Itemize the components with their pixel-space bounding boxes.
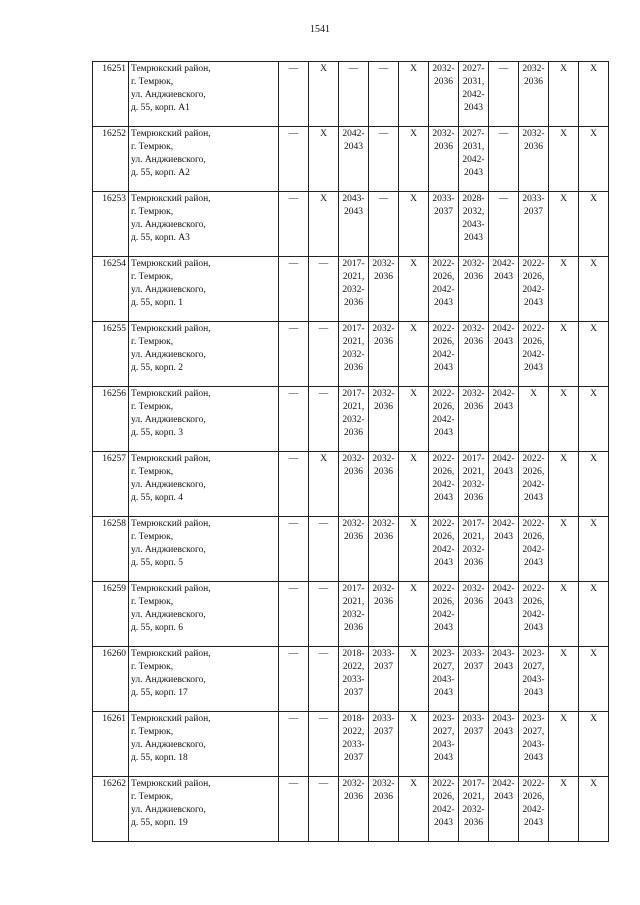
period-cell: — [279,387,309,452]
period-cell: — [309,712,339,777]
period-cell: 2043- 2043 [489,647,519,712]
period-cell: 2022- 2026, 2042- 2043 [519,777,549,842]
period-cell: X [579,777,609,842]
period-cell: 2022- 2026, 2042- 2043 [429,777,459,842]
table-row [93,517,609,582]
period-cell: 2032- 2036 [369,777,399,842]
period-cell: X [579,322,609,387]
period-cell: 2018- 2022, 2033- 2037 [339,712,369,777]
period-cell: 2022- 2026, 2042- 2043 [519,257,549,322]
period-cell: 2033- 2037 [429,192,459,257]
period-cell: 2018- 2022, 2033- 2037 [339,647,369,712]
period-cell: 2017- 2021, 2032- 2036 [339,257,369,322]
period-cell: — [489,62,519,127]
period-cell: 2023- 2027, 2043- 2043 [429,647,459,712]
period-cell: X [399,257,429,322]
period-cell: X [399,192,429,257]
table-row [93,387,609,452]
period-cell: — [309,582,339,647]
row-number: 16261 [93,712,129,777]
period-cell: X [309,452,339,517]
row-number: 16258 [93,517,129,582]
period-cell: 2022- 2026, 2042- 2043 [429,387,459,452]
period-cell: X [309,62,339,127]
address-cell: Темрюкский район, г. Темрюк, ул. Анджиевского, д. 55, корп. 17 [129,647,279,712]
period-cell: X [399,777,429,842]
period-cell: 2032- 2036 [519,127,549,192]
period-cell: — [309,777,339,842]
period-cell: 2032- 2036 [369,322,399,387]
period-cell: — [279,127,309,192]
period-cell: X [549,127,579,192]
table-row [93,322,609,387]
address-cell: Темрюкский район, г. Темрюк, ул. Анджиевского, д. 55, корп. 4 [129,452,279,517]
period-cell: — [279,647,309,712]
page-number: 1541 [310,24,330,35]
period-cell: 2017- 2021, 2032- 2036 [459,517,489,582]
period-cell: — [369,192,399,257]
period-cell: X [579,712,609,777]
period-cell: 2033- 2037 [519,192,549,257]
period-cell: 2032- 2036 [429,127,459,192]
period-cell: 2022- 2026, 2042- 2043 [429,452,459,517]
period-cell: 2032- 2036 [459,387,489,452]
address-cell: Темрюкский район, г. Темрюк, ул. Анджиевского, д. 55, корп. А1 [129,62,279,127]
period-cell: 2017- 2021, 2032- 2036 [339,387,369,452]
period-cell: X [549,62,579,127]
period-cell: X [579,257,609,322]
table-row [93,452,609,517]
period-cell: 2032- 2036 [339,517,369,582]
period-cell: 2042- 2043 [489,517,519,582]
period-cell: X [399,322,429,387]
period-cell: X [399,387,429,452]
period-cell: 2043- 2043 [489,712,519,777]
period-cell: 2023- 2027, 2043- 2043 [519,712,549,777]
period-cell: 2027- 2031, 2042- 2043 [459,127,489,192]
period-cell: X [399,517,429,582]
period-cell: 2022- 2026, 2042- 2043 [429,517,459,582]
period-cell: 2042- 2043 [489,452,519,517]
period-cell: — [279,777,309,842]
period-cell: 2017- 2021, 2032- 2036 [459,452,489,517]
period-cell: 2042- 2043 [489,777,519,842]
period-cell: 2033- 2037 [459,712,489,777]
table-row [93,127,609,192]
period-cell: — [339,62,369,127]
register-table [92,61,609,842]
period-cell: 2042- 2043 [489,387,519,452]
period-cell: X [549,192,579,257]
period-cell: X [549,322,579,387]
period-cell: 2043- 2043 [339,192,369,257]
table-row [93,712,609,777]
period-cell: X [579,582,609,647]
period-cell: 2022- 2026, 2042- 2043 [429,582,459,647]
period-cell: 2032- 2036 [459,257,489,322]
period-cell: X [579,127,609,192]
period-cell: — [279,322,309,387]
period-cell: — [279,582,309,647]
period-cell: 2017- 2021, 2032- 2036 [339,582,369,647]
period-cell: 2022- 2026, 2042- 2043 [519,582,549,647]
period-cell: 2032- 2036 [459,322,489,387]
period-cell: 2017- 2021, 2032- 2036 [339,322,369,387]
address-cell: Темрюкский район, г. Темрюк, ул. Анджиевского, д. 55, корп. 3 [129,387,279,452]
period-cell: 2023- 2027, 2043- 2043 [429,712,459,777]
address-cell: Темрюкский район, г. Темрюк, ул. Анджиевского, д. 55, корп. 5 [129,517,279,582]
table-row [93,777,609,842]
period-cell: 2032- 2036 [369,517,399,582]
period-cell: — [279,62,309,127]
period-cell: 2032- 2036 [519,62,549,127]
period-cell: X [549,452,579,517]
period-cell: 2022- 2026, 2042- 2043 [519,452,549,517]
address-cell: Темрюкский район, г. Темрюк, ул. Анджиевского, д. 55, корп. 1 [129,257,279,322]
period-cell: 2042- 2043 [339,127,369,192]
period-cell: 2042- 2043 [489,257,519,322]
table-row [93,257,609,322]
table-row [93,647,609,712]
period-cell: X [549,647,579,712]
period-cell: X [579,192,609,257]
period-cell: X [309,192,339,257]
address-cell: Темрюкский район, г. Темрюк, ул. Анджиевского, д. 55, корп. А3 [129,192,279,257]
period-cell: 2042- 2043 [489,582,519,647]
period-cell: 2032- 2036 [369,257,399,322]
period-cell: 2033- 2037 [459,647,489,712]
address-cell: Темрюкский район, г. Темрюк, ул. Анджиевского, д. 55, корп. 6 [129,582,279,647]
row-number: 16259 [93,582,129,647]
period-cell: 2032- 2036 [459,582,489,647]
address-cell: Темрюкский район, г. Темрюк, ул. Анджиевского, д. 55, корп. 18 [129,712,279,777]
period-cell: X [399,452,429,517]
period-cell: X [579,517,609,582]
period-cell: 2032- 2036 [429,62,459,127]
period-cell: 2022- 2026, 2042- 2043 [429,257,459,322]
table-row [93,582,609,647]
table-body [93,62,609,842]
period-cell: — [279,712,309,777]
row-number: 16256 [93,387,129,452]
period-cell: — [369,127,399,192]
period-cell: X [399,582,429,647]
period-cell: 2033- 2037 [369,647,399,712]
period-cell: — [309,257,339,322]
period-cell: — [309,387,339,452]
row-number: 16254 [93,257,129,322]
period-cell: 2032- 2036 [369,387,399,452]
period-cell: 2032- 2036 [369,452,399,517]
period-cell: — [369,62,399,127]
period-cell: — [489,127,519,192]
period-cell: — [279,192,309,257]
row-number: 16260 [93,647,129,712]
period-cell: X [309,127,339,192]
period-cell: 2017- 2021, 2032- 2036 [459,777,489,842]
period-cell: X [399,62,429,127]
address-cell: Темрюкский район, г. Темрюк, ул. Анджиевского, д. 55, корп. 2 [129,322,279,387]
period-cell: 2022- 2026, 2042- 2043 [519,322,549,387]
period-cell: X [579,647,609,712]
row-number: 16257 [93,452,129,517]
period-cell: X [579,387,609,452]
address-cell: Темрюкский район, г. Темрюк, ул. Анджиевского, д. 55, корп. 19 [129,777,279,842]
table-row [93,62,609,127]
row-number: 16252 [93,127,129,192]
period-cell: 2022- 2026, 2042- 2043 [519,517,549,582]
period-cell: 2042- 2043 [489,322,519,387]
period-cell: 2033- 2037 [369,712,399,777]
period-cell: 2023- 2027, 2043- 2043 [519,647,549,712]
period-cell: X [399,647,429,712]
period-cell: X [579,62,609,127]
period-cell: 2028- 2032, 2043- 2043 [459,192,489,257]
period-cell: X [579,452,609,517]
period-cell: X [549,582,579,647]
period-cell: — [309,517,339,582]
row-number: 16255 [93,322,129,387]
period-cell: X [399,712,429,777]
period-cell: X [549,387,579,452]
period-cell: X [549,777,579,842]
period-cell: 2022- 2026, 2042- 2043 [429,322,459,387]
period-cell: X [549,517,579,582]
row-number: 16251 [93,62,129,127]
address-cell: Темрюкский район, г. Темрюк, ул. Анджиевского, д. 55, корп. А2 [129,127,279,192]
period-cell: — [309,647,339,712]
period-cell: — [279,257,309,322]
period-cell: 2032- 2036 [369,582,399,647]
period-cell: — [309,322,339,387]
period-cell: X [549,712,579,777]
row-number: 16253 [93,192,129,257]
period-cell: X [549,257,579,322]
period-cell: 2032- 2036 [339,452,369,517]
period-cell: — [279,517,309,582]
row-number: 16262 [93,777,129,842]
period-cell: 2027- 2031, 2042- 2043 [459,62,489,127]
period-cell: X [519,387,549,452]
period-cell: — [489,192,519,257]
period-cell: — [279,452,309,517]
period-cell: 2032- 2036 [339,777,369,842]
table-row [93,192,609,257]
period-cell: X [399,127,429,192]
